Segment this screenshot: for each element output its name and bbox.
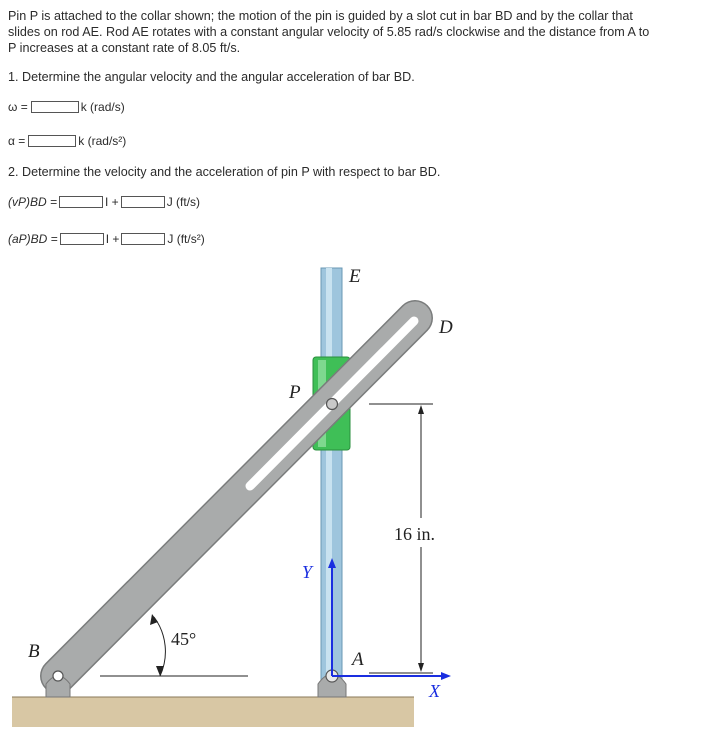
label-a: A bbox=[352, 649, 364, 670]
x-axis-arrow bbox=[441, 672, 451, 680]
velocity-row bbox=[8, 195, 200, 209]
acceleration-row bbox=[8, 232, 205, 246]
ground bbox=[12, 697, 414, 727]
part2-question: 2. Determine the velocity and the acceleration of pin P with respect to bar BD. bbox=[8, 165, 441, 179]
omega-unit: k (rad/s) bbox=[80, 100, 125, 114]
label-b: B bbox=[28, 641, 40, 662]
acceleration-j-input[interactable] bbox=[121, 233, 165, 245]
pin-b bbox=[53, 671, 63, 681]
alpha-label: α = bbox=[8, 134, 26, 148]
omega-label: ω = bbox=[8, 100, 28, 114]
dim-arrow-up bbox=[418, 405, 424, 414]
acceleration-separator: I + bbox=[105, 232, 120, 246]
label-angle: 45° bbox=[171, 629, 197, 649]
bar-bd bbox=[58, 318, 415, 676]
alpha-unit: k (rad/s²) bbox=[78, 134, 127, 148]
label-e: E bbox=[349, 266, 361, 287]
alpha-row bbox=[8, 134, 126, 148]
velocity-label: (vP)BD = bbox=[8, 195, 58, 209]
angle-arrow-bottom bbox=[156, 666, 164, 676]
problem-line-2: slides on rod AE. Rod AE rotates with a constant angular velocity of 5.85 rad/s clockwise and the distance from A to bbox=[8, 25, 650, 39]
dim-arrow-down bbox=[418, 663, 424, 672]
problem-statement bbox=[8, 8, 716, 56]
velocity-unit: J (ft/s) bbox=[166, 195, 201, 209]
problem-line-3: P increases at a constant rate of 8.05 ft/s. bbox=[8, 41, 241, 55]
mechanism-diagram bbox=[0, 258, 722, 742]
angle-arrow-top bbox=[150, 614, 158, 625]
pin-p bbox=[327, 399, 338, 410]
velocity-j-input[interactable] bbox=[121, 196, 165, 208]
velocity-i-input[interactable] bbox=[59, 196, 103, 208]
label-y: Y bbox=[302, 562, 313, 582]
alpha-input[interactable] bbox=[28, 135, 76, 147]
label-distance: 16 in. bbox=[394, 524, 436, 544]
acceleration-unit: J (ft/s²) bbox=[167, 232, 205, 246]
part1-question: 1. Determine the angular velocity and the angular acceleration of bar BD. bbox=[8, 70, 415, 84]
omega-input[interactable] bbox=[31, 101, 79, 113]
acceleration-label: (aP)BD = bbox=[8, 232, 58, 246]
label-p: P bbox=[289, 382, 301, 403]
acceleration-i-input[interactable] bbox=[60, 233, 104, 245]
label-x: X bbox=[429, 681, 440, 701]
velocity-separator: I + bbox=[105, 195, 119, 209]
problem-line-1: Pin P is attached to the collar shown; the motion of the pin is guided by a slot cut in bar BD and by the collar that bbox=[8, 9, 633, 23]
label-d: D bbox=[439, 317, 453, 338]
omega-row bbox=[8, 100, 125, 114]
